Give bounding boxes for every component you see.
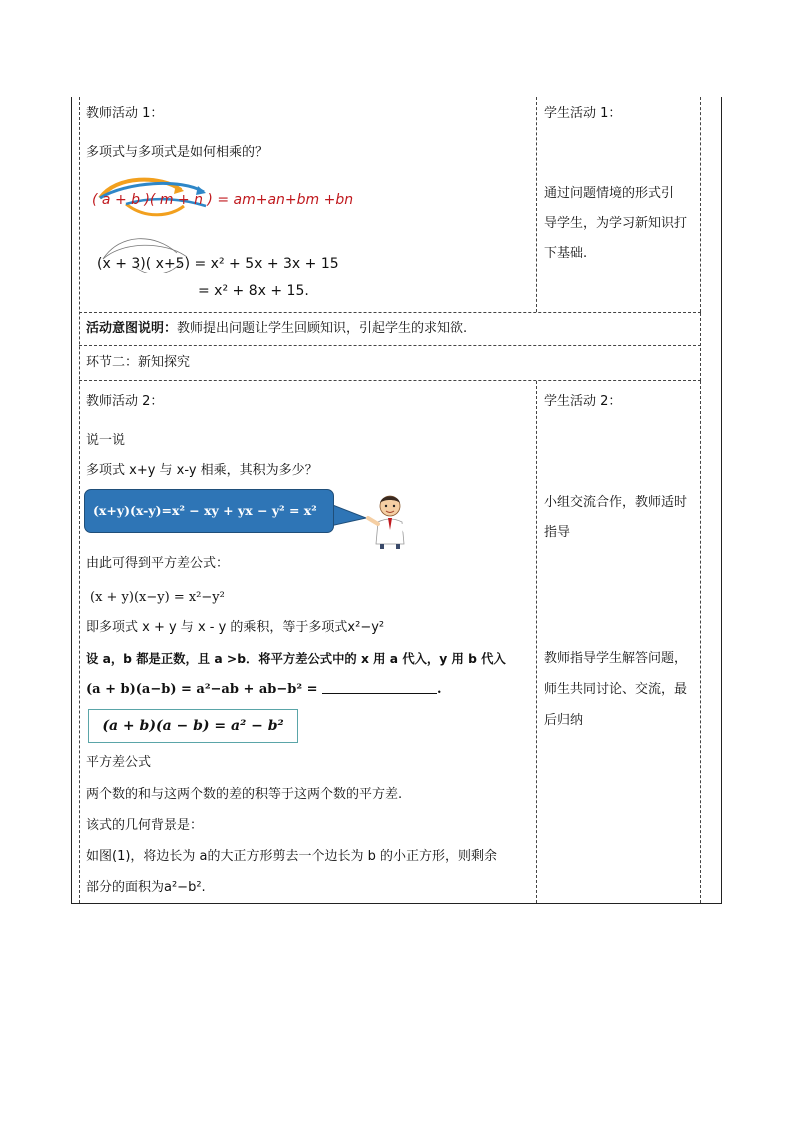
formula-plain: (x + y)(x−y) = x²−y² xyxy=(90,590,225,605)
student2-text2-line-3: 后归纳 xyxy=(544,713,584,728)
teacher1-heading: 教师活动 1： xyxy=(86,106,164,121)
example-line-1: (x + 3)( x+5) = x² + 5x + 3x + 15 xyxy=(97,256,339,272)
geo-line-1: 如图(1)，将边长为 a的大正方形剪去一个边长为 b 的小正方形，则剩余 xyxy=(86,849,498,864)
geo-intro: 该式的几何背景是： xyxy=(86,818,204,833)
col-divider-right-top xyxy=(700,97,701,312)
substitute-eq-text: (a + b)(a−b) = a²−ab + ab−b² = xyxy=(86,682,318,697)
student1-text-line-1: 通过问题情境的形式引 xyxy=(544,186,675,201)
geo-line-2: 部分的面积为a²−b². xyxy=(86,880,206,895)
col-divider-mid-bottom xyxy=(536,381,537,903)
boxed-formula: (a + b)(a − b) = a² − b² xyxy=(88,709,298,743)
intent-label: 活动意图说明： xyxy=(86,321,178,336)
row-divider-3 xyxy=(79,380,701,381)
student1-heading: 学生活动 1： xyxy=(544,106,622,121)
speech-bubble: (x+y)(x-y)=x² − xy + yx − y² = x² − y² xyxy=(84,489,334,533)
col-divider-left xyxy=(79,97,80,903)
col-divider-right-mid xyxy=(700,313,701,381)
product-text: 即多项式 x + y 与 x - y 的乘积，等于多项式x²−y² xyxy=(86,620,385,635)
blank-period: . xyxy=(437,682,442,697)
col-divider-right-bottom xyxy=(700,381,701,903)
intent-row xyxy=(86,320,467,338)
teacher-cartoon-icon xyxy=(366,492,414,550)
student2-text2-line-1: 教师指导学生解答问题， xyxy=(544,651,688,666)
student2-text1-line-2: 指导 xyxy=(544,525,571,540)
student1-text-line-2: 导学生，为学习新知识打 xyxy=(544,216,688,231)
teacher2-say: 说一说 xyxy=(86,433,126,448)
section2-title: 环节二：新知探究 xyxy=(86,355,191,370)
teacher1-question: 多项式与多项式是如何相乘的？ xyxy=(86,145,269,160)
expansion-formula: ( a + b )( m + n ) = am+an+bm +bn xyxy=(92,192,354,208)
table-left-border xyxy=(71,97,72,904)
speech-bubble-tail xyxy=(330,500,370,530)
substitute-equation xyxy=(86,681,442,699)
teacher2-question: 多项式 x+y 与 x-y 相乘，其积为多少？ xyxy=(86,463,318,478)
student1-text-line-3: 下基础. xyxy=(544,246,588,261)
student2-text2-line-2: 师生共同讨论、交流，最 xyxy=(544,682,688,697)
table-right-border xyxy=(721,97,722,904)
intent-text: 教师提出问题让学生回顾知识，引起学生的求知欲. xyxy=(177,321,468,336)
substitute-text: 设 a，b 都是正数，且 a >b．将平方差公式中的 x 用 a 代入，y 用 b 代入 xyxy=(86,652,506,666)
col-divider-mid-top xyxy=(536,97,537,312)
student2-heading: 学生活动 2： xyxy=(544,394,622,409)
derive-intro: 由此可得到平方差公式： xyxy=(86,556,230,571)
teacher2-heading: 教师活动 2： xyxy=(86,394,164,409)
row-divider-2 xyxy=(79,345,701,346)
answer-blank[interactable] xyxy=(322,681,437,694)
row-divider-1 xyxy=(79,312,701,313)
formula-name: 平方差公式 xyxy=(86,755,152,770)
table-bottom-border xyxy=(71,903,722,904)
formula-desc: 两个数的和与这两个数的差的积等于这两个数的平方差. xyxy=(86,787,403,802)
example-line-2: = x² + 8x + 15. xyxy=(198,283,309,299)
student2-text1-line-1: 小组交流合作，教师适时 xyxy=(544,495,688,510)
